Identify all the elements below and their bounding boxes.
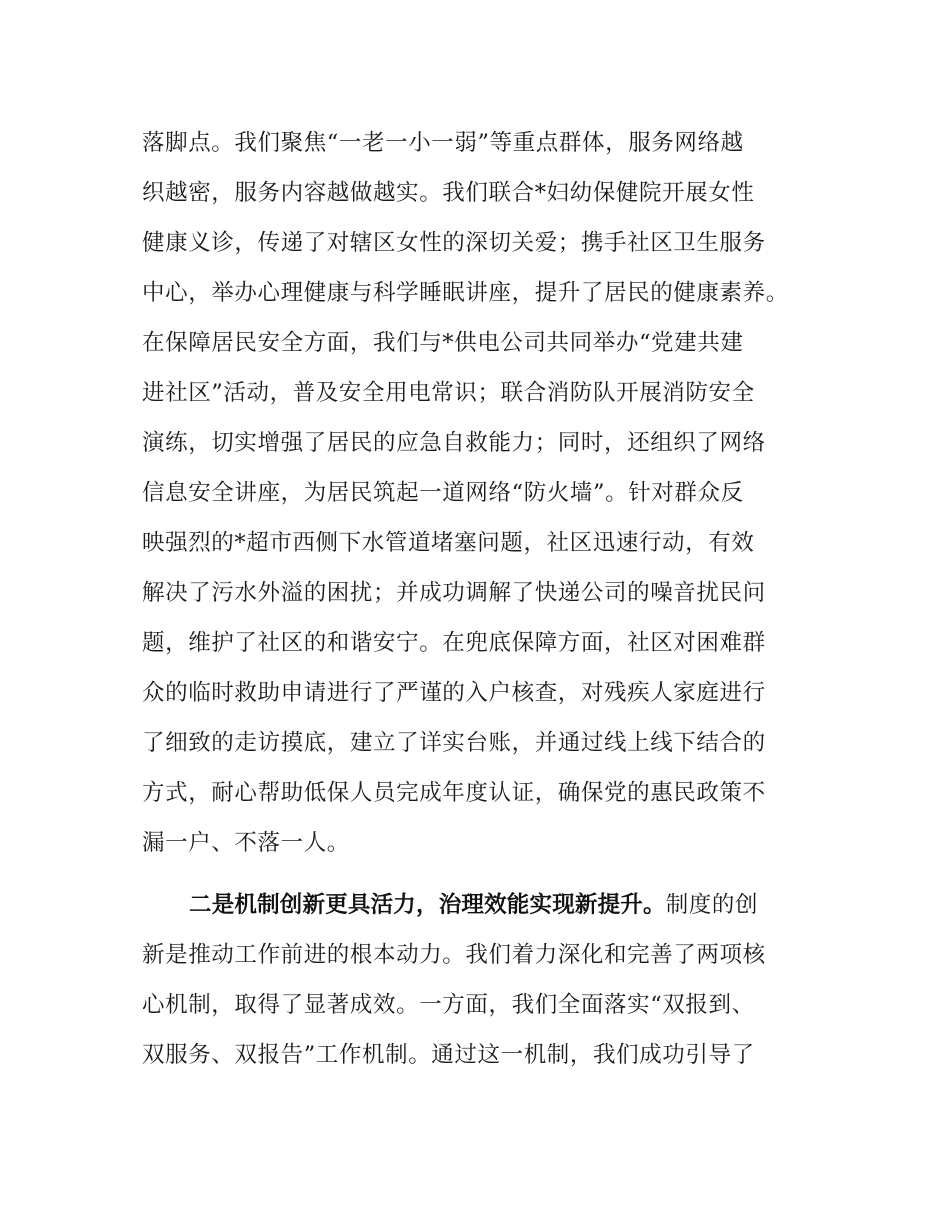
paragraph-1-line-4: 中心，举办心理健康与科学睡眠讲座，提升了居民的健康素养。 <box>142 280 789 306</box>
paragraph-1-line-3: 健康义诊，传递了对辖区女性的深切关爱；携手社区卫生服务 <box>142 230 766 256</box>
paragraph-1-line-10: 解决了污水外溢的困扰；并成功调解了快递公司的噪音扰民问 <box>142 580 766 606</box>
paragraph-1-line-2: 织越密，服务内容越做越实。我们联合*妇幼保健院开展女性 <box>142 180 755 206</box>
paragraph-1-line-11: 题，维护了社区的和谐安宁。在兜底保障方面，社区对困难群 <box>142 630 766 656</box>
paragraph-1-line-6: 进社区”活动，普及安全用电常识；联合消防队开展消防安全 <box>142 380 755 406</box>
paragraph-1-line-7: 演练，切实增强了居民的应急自救能力；同时，还组织了网络 <box>142 430 766 456</box>
paragraph-2-line-4: 双服务、双报告”工作机制。通过这一机制，我们成功引导了 <box>142 1042 755 1068</box>
paragraph-2-line-1 <box>189 890 758 920</box>
paragraph-2-line-2: 新是推动工作前进的根本动力。我们着力深化和完善了两项核 <box>142 942 766 968</box>
paragraph-1-line-9: 映强烈的*超市西侧下水管道堵塞问题，社区迅速行动，有效 <box>142 530 755 556</box>
paragraph-2-line-1-text: 制度的创 <box>665 892 759 918</box>
paragraph-1-line-13: 了细致的走访摸底，建立了详实台账，并通过线上线下结合的 <box>142 730 766 756</box>
paragraph-1-line-1: 落脚点。我们聚焦“一老一小一弱”等重点群体，服务网络越 <box>142 130 744 156</box>
paragraph-1-line-12: 众的临时救助申请进行了严谨的入户核查，对残疾人家庭进行 <box>142 680 766 706</box>
paragraph-1-line-15: 漏一户、不落一人。 <box>142 830 350 856</box>
paragraph-1-line-5: 在保障居民安全方面，我们与*供电公司共同举办“党建共建 <box>142 330 744 356</box>
paragraph-2-heading: 二是机制创新更具活力，治理效能实现新提升。 <box>189 892 666 918</box>
paragraph-2-line-3: 心机制，取得了显著成效。一方面，我们全面落实“双报到、 <box>142 992 755 1018</box>
paragraph-1-line-14: 方式，耐心帮助低保人员完成年度认证，确保党的惠民政策不 <box>142 780 766 806</box>
paragraph-1-line-8: 信息安全讲座，为居民筑起一道网络“防火墙”。针对群众反 <box>142 480 744 506</box>
